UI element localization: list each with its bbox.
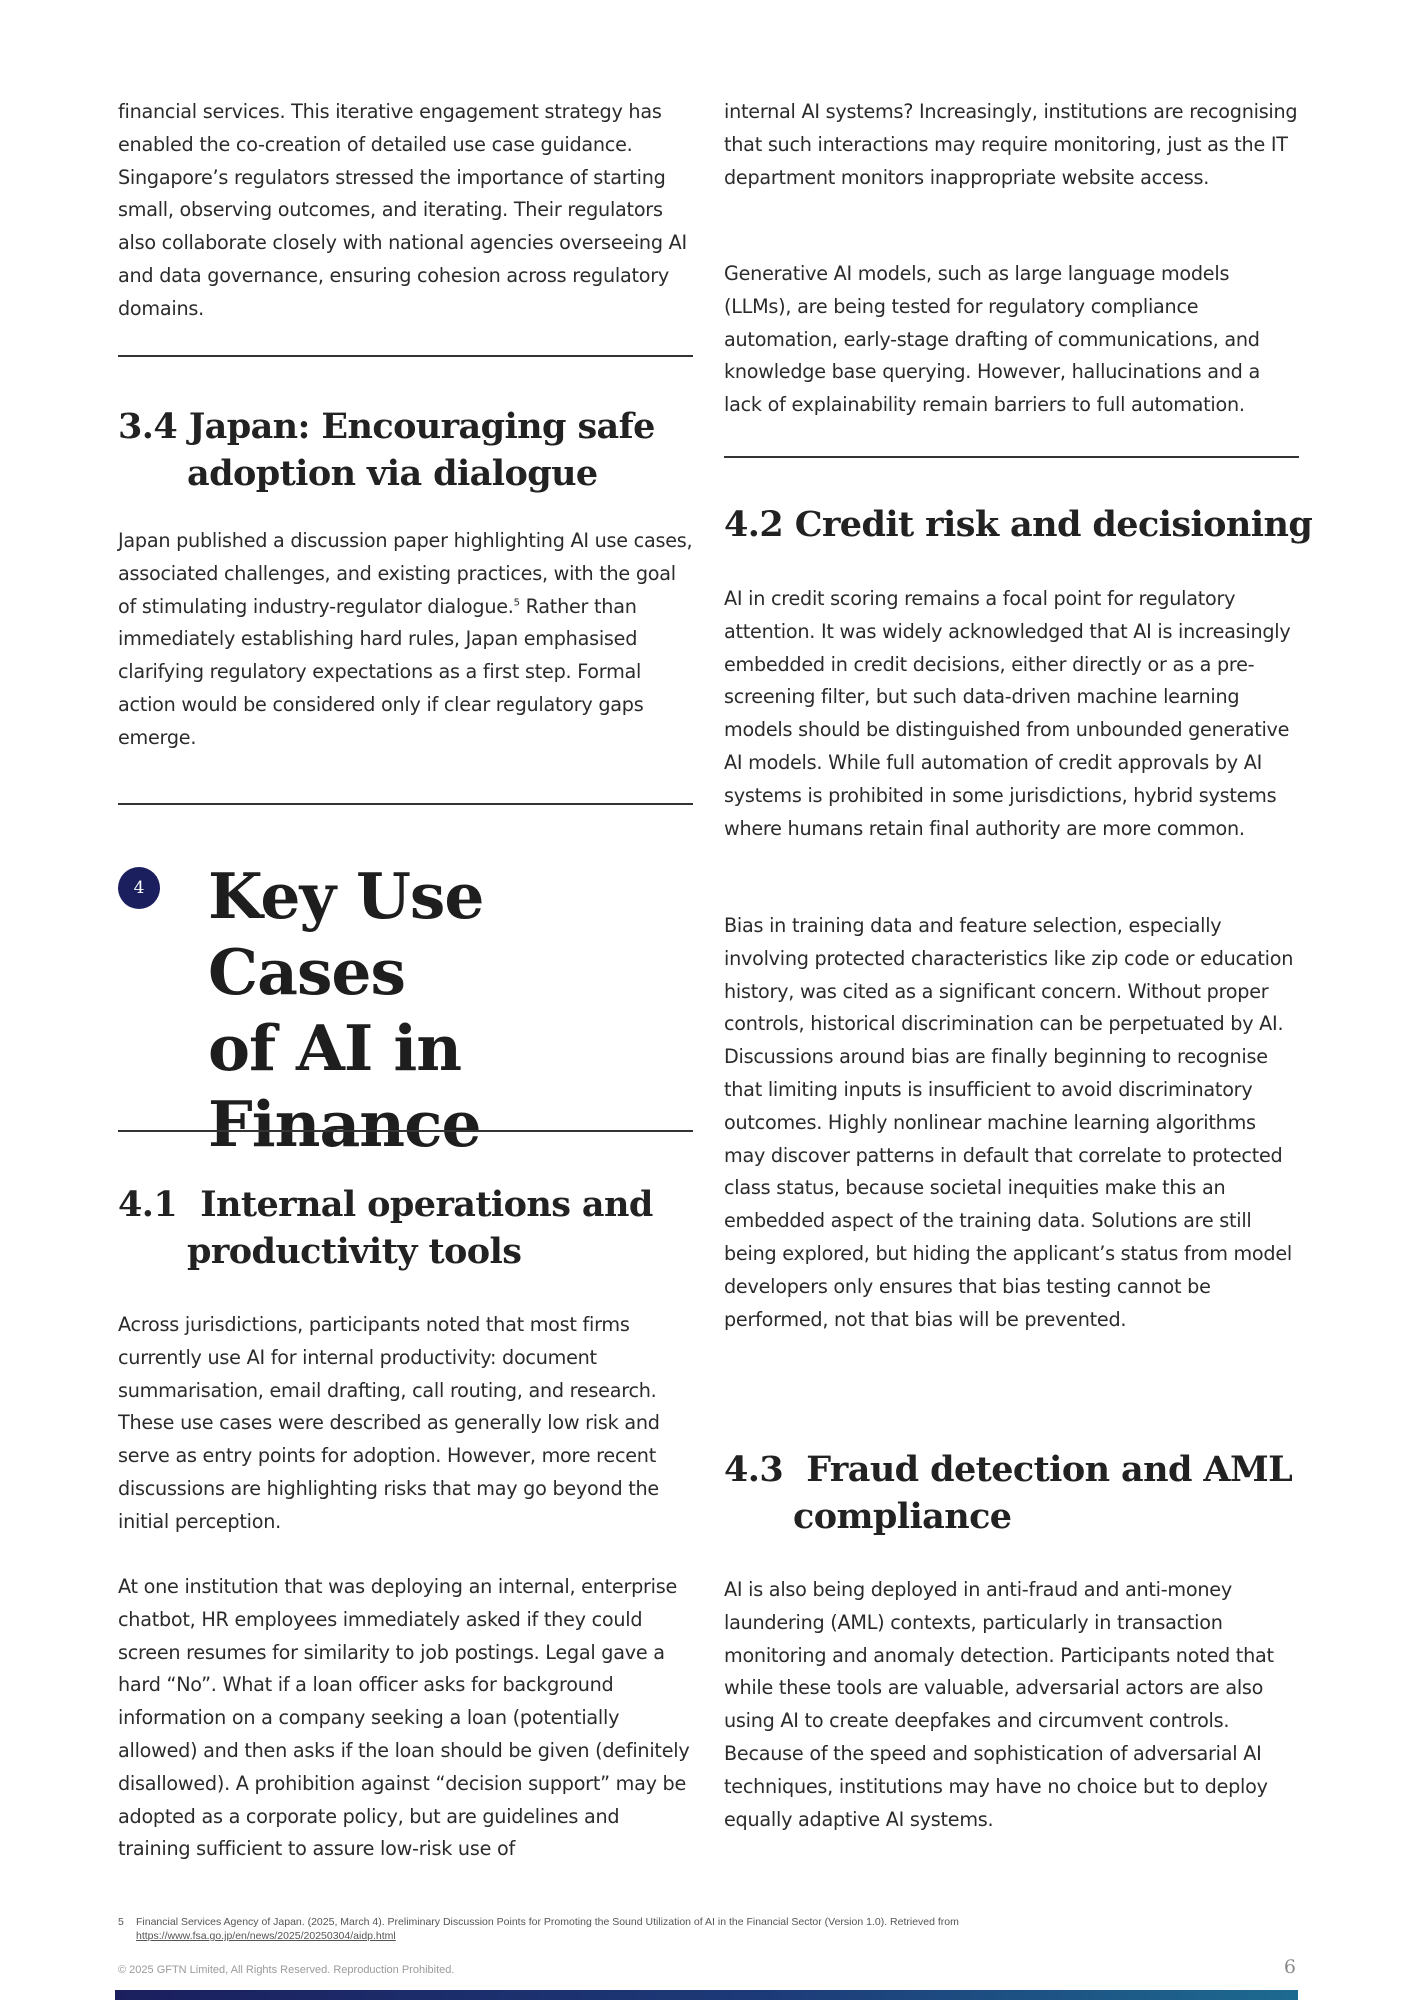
chapter-number-badge: 4 (118, 867, 160, 909)
footnote-link[interactable]: https://www.fsa.go.jp/en/news/2025/20250304/aidp.html (136, 1930, 396, 1942)
page-number: 6 (1283, 1956, 1296, 1978)
section-title-line1: Japan: Encouraging safe (188, 406, 655, 447)
section-title-line2: productivity tools (187, 1231, 522, 1272)
section-heading-3-4 (118, 403, 693, 497)
section-title-line1: Fraud detection and AML (806, 1449, 1293, 1490)
japan-paragraph-text: Japan published a discussion paper highlighting AI use cases, associated challenges, and existing practices, with the goal of stimulating industry-regulator dialogue. (118, 529, 693, 618)
genai-paragraph: Generative AI models, such as large language models (LLMs), are being tested for regulatory compliance automation, early-stage drafting of communications, and knowledge base querying. However, hallucinations and a lack of explainability remain barriers to full automation. (724, 262, 1260, 417)
japan-paragraph (118, 525, 693, 755)
copyright-notice: © 2025 GFTN Limited, All Rights Reserved. Reproduction Prohibited. (118, 1964, 455, 1976)
section-heading-4-2 (724, 501, 1314, 548)
divider (118, 803, 693, 805)
section-title: Credit risk and decisioning (794, 504, 1313, 545)
chapter-title-line3: Finance (208, 1087, 481, 1161)
section-title-line1: Internal operations and (200, 1184, 653, 1225)
intro-paragraph: financial services. This iterative engagement strategy has enabled the co-creation of detailed use case guidance. Singapore’s regulators stressed the importance of starting small, observing outcomes, and iterating. Their regulators also collaborate closely with national agencies overseeing AI and data governance, ensuring cohesion across regulatory domains. (118, 100, 687, 320)
chapter-title-line2: of AI in (208, 1011, 462, 1085)
internal-ops-paragraph-1: Across jurisdictions, participants noted that most firms currently use AI for internal productivity: document summarisation, email drafting, call routing, and research. These use cases were described as generally low risk and serve as entry points for adoption. However, more recent discussions are highlighting risks that may go beyond the initial perception. (118, 1313, 660, 1533)
credit-paragraph-1: AI in credit scoring remains a focal point for regulatory attention. It was widely acknowledged that AI is increasingly embedded in credit decisions, either directly or as a pre-screening filter, but such data-driven machine learning models should be distinguished from unbounded generative AI models. While full automation of credit approvals by AI systems is prohibited in some jurisdictions, hybrid systems where humans retain final authority are more common. (724, 587, 1291, 840)
footnote-ref[interactable]: 5 (513, 597, 520, 609)
footnote (118, 1915, 1118, 1943)
japan-paragraph-text-cont: Rather than immediately establishing hard rules, Japan emphasised clarifying regulatory expectations as a first step. Formal action would be considered only if clear regulatory gaps emerge. (118, 594, 644, 749)
chapter-title (208, 858, 688, 1162)
section-number: 3.4 (118, 406, 178, 447)
section-heading-4-3 (724, 1446, 1314, 1540)
divider (118, 1130, 693, 1132)
internal-ops-paragraph-2: At one institution that was deploying an internal, enterprise chatbot, HR employees immediately asked if they could screen resumes for similarity to job postings. Legal gave a hard “No”. What if a loan officer asks for background information on a company seeking a loan (potentially allowed) and then asks if the loan should be given (definitely disallowed). A prohibition against “decision support” may be adopted as a corporate policy, but are guidelines and training sufficient to assure low-risk use of (118, 1575, 690, 1861)
footnote-body (136, 1915, 1118, 1943)
section-title-line2: adoption via dialogue (187, 453, 598, 494)
section-number: 4.2 (724, 504, 784, 545)
divider (724, 456, 1299, 458)
continued-paragraph: internal AI systems? Increasingly, institutions are recognising that such interactions may require monitoring, just as the IT department monitors inappropriate website access. (724, 100, 1298, 189)
section-title-line2: compliance (793, 1496, 1012, 1537)
footnote-text: Financial Services Agency of Japan. (2025, March 4). Preliminary Discussion Points for Promoting the Sound Utilization of AI in the Financial Sector (Version 1.0). Retrieved from (136, 1916, 959, 1928)
section-number: 4.3 (724, 1449, 784, 1490)
fraud-paragraph: AI is also being deployed in anti-fraud and anti-money laundering (AML) contexts, particularly in transaction monitoring and anomaly detection. Participants noted that while these tools are valuable, adversarial actors are also using AI to create deepfakes and circumvent controls. Because of the speed and sophistication of adversarial AI techniques, institutions may have no choice but to deploy equally adaptive AI systems. (724, 1578, 1274, 1831)
footnote-number: 5 (118, 1916, 124, 1928)
section-number: 4.1 (118, 1184, 178, 1225)
section-heading-4-1 (118, 1181, 693, 1275)
footer-color-bar (115, 1990, 1298, 2000)
credit-paragraph-2: Bias in training data and feature selection, especially involving protected characteristics like zip code or education history, was cited as a significant concern. Without proper controls, historical discrimination can be perpetuated by AI. Discussions around bias are finally beginning to recognise that limiting inputs is insufficient to avoid discriminatory outcomes. Highly nonlinear machine learning algorithms may discover patterns in default that correlate to protected class status, because societal inequities make this an embedded aspect of the training data. Solutions are still being explored, but hiding the applicant’s status from model developers only ensures that bias testing cannot be performed, not that bias will be prevented. (724, 914, 1294, 1331)
chapter-title-line1: Key Use Cases (208, 859, 484, 1009)
divider (118, 355, 693, 357)
